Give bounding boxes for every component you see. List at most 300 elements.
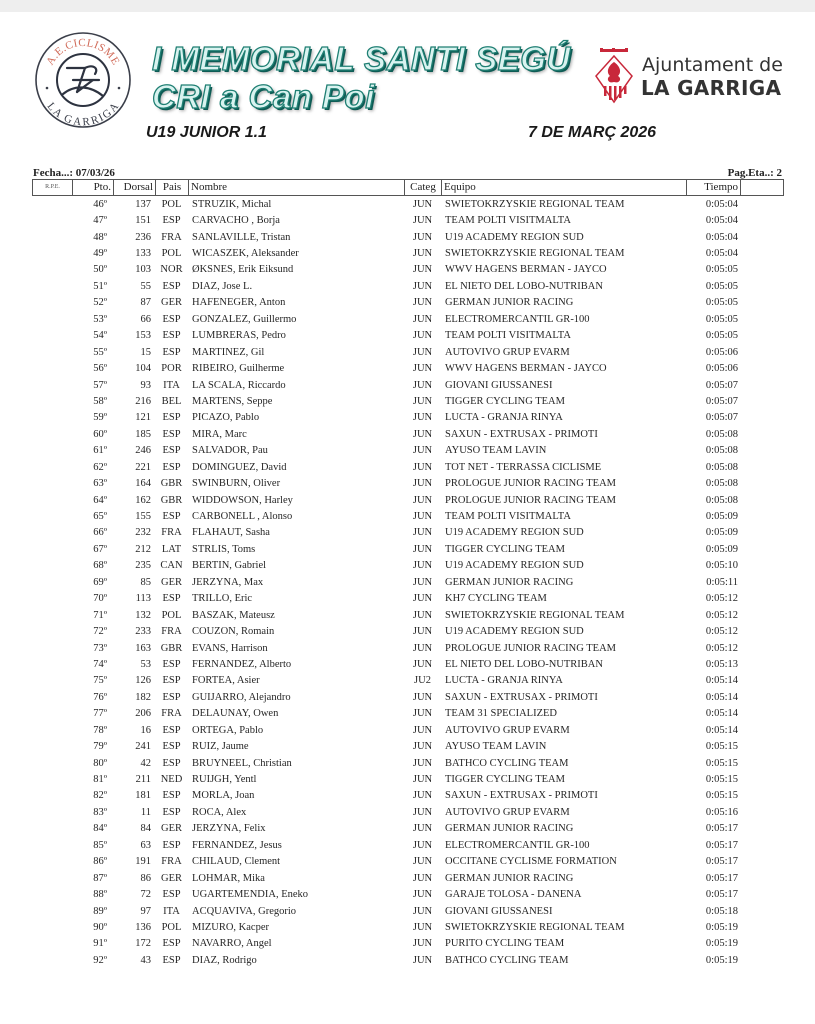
results-table xyxy=(32,179,784,969)
cell-team: TEAM POLTI VISITMALTA xyxy=(445,330,571,342)
cell-name: GONZALEZ, Guillermo xyxy=(192,313,297,325)
cell-category: JUN xyxy=(412,708,433,720)
cell-name: STRUZIK, Michal xyxy=(192,198,272,210)
cell-category: JUN xyxy=(412,626,433,638)
table-body xyxy=(32,196,784,969)
cell-position: 60º xyxy=(93,428,107,440)
cell-name: STRLIS, Toms xyxy=(192,543,256,555)
cell-position: 72º xyxy=(93,626,107,638)
cell-bib: 136 xyxy=(135,921,151,933)
cell-country: GBR xyxy=(160,642,183,654)
cell-bib: 151 xyxy=(135,215,151,227)
cell-position: 47º xyxy=(93,215,107,227)
cell-name: ROCA, Alex xyxy=(192,806,247,818)
cell-bib: 86 xyxy=(140,872,151,884)
cell-category: JUN xyxy=(412,576,433,588)
cell-team: SAXUN - EXTRUSAX - PRIMOTI xyxy=(445,428,598,440)
cell-position: 54º xyxy=(93,330,107,342)
cell-bib: 182 xyxy=(135,691,151,703)
cell-time: 0:05:14 xyxy=(705,708,738,720)
cell-position: 58º xyxy=(93,395,107,407)
table-row xyxy=(32,508,784,524)
club-logo-bottom-text: LA GARRIGA xyxy=(44,100,122,129)
cell-bib: 206 xyxy=(135,708,151,720)
cell-category: JUN xyxy=(412,921,433,933)
table-row xyxy=(32,706,784,722)
cell-category: JUN xyxy=(412,248,433,260)
cell-position: 62º xyxy=(93,461,107,473)
cell-name: ORTEGA, Pablo xyxy=(192,724,264,736)
cell-position: 86º xyxy=(93,856,107,868)
cell-time: 0:05:16 xyxy=(705,806,738,818)
cell-category: JU2 xyxy=(414,675,431,687)
cell-position: 63º xyxy=(93,478,107,490)
cell-category: JUN xyxy=(412,905,433,917)
cell-position: 55º xyxy=(93,346,107,358)
cell-category: JUN xyxy=(412,872,433,884)
cell-country: POL xyxy=(161,921,182,933)
table-row xyxy=(32,804,784,820)
cell-country: ESP xyxy=(162,313,181,325)
table-row xyxy=(32,426,784,442)
cell-name: MARTINEZ, Gil xyxy=(192,346,265,358)
cell-bib: 235 xyxy=(135,560,151,572)
cell-team: AUTOVIVO GRUP EVARM xyxy=(445,346,570,358)
cell-time: 0:05:18 xyxy=(705,905,738,917)
cell-team: BATHCO CYCLING TEAM xyxy=(445,757,569,769)
cell-category: JUN xyxy=(412,330,433,342)
cell-country: LAT xyxy=(161,543,182,555)
cell-bib: 185 xyxy=(135,428,151,440)
cell-country: ESP xyxy=(162,346,181,358)
cell-country: ITA xyxy=(163,905,180,917)
cell-position: 85º xyxy=(93,839,107,851)
cell-team: TEAM 31 SPECIALIZED xyxy=(445,708,557,720)
cell-bib: 163 xyxy=(135,642,151,654)
cell-bib: 132 xyxy=(135,609,151,621)
cell-country: ESP xyxy=(162,280,181,292)
table-row xyxy=(32,344,784,360)
cell-category: JUN xyxy=(412,856,433,868)
cell-name: JERZYNA, Felix xyxy=(192,823,266,835)
race-category: U19 JUNIOR 1.1 xyxy=(146,124,267,141)
cell-position: 89º xyxy=(93,905,107,917)
table-row xyxy=(32,607,784,623)
cell-country: FRA xyxy=(161,626,182,638)
cell-bib: 72 xyxy=(140,889,151,901)
cell-time: 0:05:05 xyxy=(705,313,738,325)
cell-team: PROLOGUE JUNIOR RACING TEAM xyxy=(445,478,617,490)
cell-category: JUN xyxy=(412,198,433,210)
cell-country: GER xyxy=(161,576,182,588)
cell-country: ESP xyxy=(162,215,181,227)
cell-team: PURITO CYCLING TEAM xyxy=(445,938,565,950)
cell-team: U19 ACADEMY REGION SUD xyxy=(445,231,584,243)
cell-time: 0:05:08 xyxy=(705,494,738,506)
cell-team: EL NIETO DEL LOBO-NUTRIBAN xyxy=(445,658,603,670)
cell-name: CARVACHO , Borja xyxy=(192,215,280,227)
cell-category: JUN xyxy=(412,231,433,243)
cell-country: ESP xyxy=(162,938,181,950)
club-logo-top-text: A.E.CICLISME xyxy=(44,36,122,68)
cell-time: 0:05:17 xyxy=(705,872,738,884)
town-logo-line2: LA GARRIGA xyxy=(641,76,782,100)
cell-position: 56º xyxy=(93,363,107,375)
cell-team: U19 ACADEMY REGION SUD xyxy=(445,626,584,638)
cell-name: MIRA, Marc xyxy=(192,428,247,440)
cell-country: ESP xyxy=(162,724,181,736)
cell-team: SWIETOKRZYSKIE REGIONAL TEAM xyxy=(445,248,625,260)
cell-position: 53º xyxy=(93,313,107,325)
cell-category: JUN xyxy=(412,280,433,292)
cell-country: ESP xyxy=(162,889,181,901)
cell-country: GBR xyxy=(160,478,183,490)
cell-position: 48º xyxy=(93,231,107,243)
cell-name: SANLAVILLE, Tristan xyxy=(192,231,291,243)
cell-bib: 121 xyxy=(135,412,151,424)
table-row xyxy=(32,525,784,541)
cell-bib: 16 xyxy=(140,724,151,736)
cell-country: POL xyxy=(161,248,182,260)
cell-team: PROLOGUE JUNIOR RACING TEAM xyxy=(445,642,617,654)
cell-time: 0:05:05 xyxy=(705,297,738,309)
event-title: I MEMORIAL SANTI SEGÚ xyxy=(152,40,571,77)
table-row xyxy=(32,755,784,771)
cell-bib: 103 xyxy=(135,264,151,276)
table-row xyxy=(32,738,784,754)
table-row xyxy=(32,574,784,590)
table-row xyxy=(32,886,784,902)
cell-name: BRUYNEEL, Christian xyxy=(192,757,292,769)
cell-team: GERMAN JUNIOR RACING xyxy=(445,297,574,309)
table-row xyxy=(32,393,784,409)
cell-category: JUN xyxy=(412,642,433,654)
cell-country: GBR xyxy=(160,494,183,506)
cell-position: 52º xyxy=(93,297,107,309)
cell-position: 90º xyxy=(93,921,107,933)
cell-category: JUN xyxy=(412,412,433,424)
cell-team: AUTOVIVO GRUP EVARM xyxy=(445,806,570,818)
cell-time: 0:05:05 xyxy=(705,330,738,342)
table-row xyxy=(32,328,784,344)
cell-country: ESP xyxy=(162,954,181,966)
column-header-name: Nombre xyxy=(189,180,405,195)
cell-time: 0:05:12 xyxy=(705,593,738,605)
table-row xyxy=(32,558,784,574)
table-row xyxy=(32,229,784,245)
cell-bib: 212 xyxy=(135,543,151,555)
cell-country: ESP xyxy=(162,675,181,687)
cell-name: DIAZ, Jose L. xyxy=(192,280,253,292)
report-date: Fecha...: 07/03/26 xyxy=(33,167,115,179)
cell-team: TEAM POLTI VISITMALTA xyxy=(445,511,571,523)
cell-category: JUN xyxy=(412,494,433,506)
cell-time: 0:05:07 xyxy=(705,379,738,391)
page-number: Pag.Eta..: 2 xyxy=(727,167,782,179)
table-row xyxy=(32,245,784,261)
cell-position: 73º xyxy=(93,642,107,654)
cell-country: ESP xyxy=(162,330,181,342)
cell-time: 0:05:17 xyxy=(705,839,738,851)
cell-position: 51º xyxy=(93,280,107,292)
cell-team: LUCTA - GRANJA RINYA xyxy=(445,412,563,424)
cell-time: 0:05:15 xyxy=(705,757,738,769)
table-row xyxy=(32,640,784,656)
cell-team: SWIETOKRZYSKIE REGIONAL TEAM xyxy=(445,198,625,210)
cell-time: 0:05:15 xyxy=(705,790,738,802)
cell-category: JUN xyxy=(412,297,433,309)
column-header-position: Pto. xyxy=(73,180,114,195)
cell-name: PICAZO, Pablo xyxy=(192,412,260,424)
table-row xyxy=(32,722,784,738)
cell-position: 49º xyxy=(93,248,107,260)
table-header xyxy=(32,179,784,196)
cell-team: TIGGER CYCLING TEAM xyxy=(445,774,565,786)
cell-time: 0:05:08 xyxy=(705,461,738,473)
cell-bib: 233 xyxy=(135,626,151,638)
cell-name: SWINBURN, Oliver xyxy=(192,478,281,490)
cell-time: 0:05:09 xyxy=(705,527,738,539)
cell-team: TIGGER CYCLING TEAM xyxy=(445,395,565,407)
cell-time: 0:05:12 xyxy=(705,642,738,654)
cell-country: BEL xyxy=(161,395,182,407)
table-row xyxy=(32,377,784,393)
cell-category: JUN xyxy=(412,889,433,901)
cell-category: JUN xyxy=(412,823,433,835)
table-row xyxy=(32,936,784,952)
cell-team: AYUSO TEAM LAVIN xyxy=(445,741,547,753)
cell-position: 88º xyxy=(93,889,107,901)
cell-position: 76º xyxy=(93,691,107,703)
cell-time: 0:05:04 xyxy=(705,231,738,243)
cell-team: BATHCO CYCLING TEAM xyxy=(445,954,569,966)
cell-category: JUN xyxy=(412,741,433,753)
town-logo-line1: Ajuntament de xyxy=(642,54,783,76)
cell-position: 87º xyxy=(93,872,107,884)
cell-category: JUN xyxy=(412,264,433,276)
cell-name: ØKSNES, Erik Eiksund xyxy=(192,264,294,276)
event-subtitle: CRI a Can Poi xyxy=(152,78,375,115)
cell-category: JUN xyxy=(412,560,433,572)
table-row xyxy=(32,870,784,886)
cell-time: 0:05:15 xyxy=(705,741,738,753)
cell-bib: 126 xyxy=(135,675,151,687)
cell-bib: 236 xyxy=(135,231,151,243)
table-row xyxy=(32,591,784,607)
cell-team: GIOVANI GIUSSANESI xyxy=(445,905,553,917)
cell-position: 69º xyxy=(93,576,107,588)
table-row xyxy=(32,311,784,327)
cell-team: WWV HAGENS BERMAN - JAYCO xyxy=(445,264,607,276)
cell-name: FERNANDEZ, Jesus xyxy=(192,839,282,851)
cell-bib: 43 xyxy=(140,954,151,966)
cell-bib: 104 xyxy=(135,363,151,375)
cell-time: 0:05:06 xyxy=(705,363,738,375)
cell-time: 0:05:11 xyxy=(706,576,738,588)
table-row xyxy=(32,656,784,672)
cell-position: 83º xyxy=(93,806,107,818)
cell-position: 68º xyxy=(93,560,107,572)
cell-country: GER xyxy=(161,872,182,884)
cell-country: CAN xyxy=(160,560,183,572)
cell-time: 0:05:19 xyxy=(705,954,738,966)
cell-team: OCCITANE CYCLISME FORMATION xyxy=(445,856,617,868)
cell-time: 0:05:19 xyxy=(705,938,738,950)
cell-bib: 113 xyxy=(135,593,151,605)
cell-name: MARTENS, Seppe xyxy=(192,395,273,407)
cell-country: GER xyxy=(161,297,182,309)
cell-category: JUN xyxy=(412,445,433,457)
cell-bib: 66 xyxy=(140,313,151,325)
cell-name: COUZON, Romain xyxy=(192,626,275,638)
cell-category: JUN xyxy=(412,511,433,523)
cell-position: 78º xyxy=(93,724,107,736)
cell-team: ELECTROMERCANTIL GR-100 xyxy=(445,313,590,325)
cell-country: ESP xyxy=(162,741,181,753)
cell-team: WWV HAGENS BERMAN - JAYCO xyxy=(445,363,607,375)
cell-country: ESP xyxy=(162,461,181,473)
cell-team: TOT NET - TERRASSA CICLISME xyxy=(445,461,602,473)
cell-bib: 241 xyxy=(135,741,151,753)
cell-bib: 216 xyxy=(135,395,151,407)
table-row xyxy=(32,623,784,639)
column-header-rpe: R.P.E. xyxy=(33,180,73,195)
cell-name: RUIJGH, Yentl xyxy=(192,774,257,786)
cell-category: JUN xyxy=(412,691,433,703)
cell-team: U19 ACADEMY REGION SUD xyxy=(445,527,584,539)
cell-country: ESP xyxy=(162,806,181,818)
cell-name: NAVARRO, Angel xyxy=(192,938,272,950)
cell-team: TEAM POLTI VISITMALTA xyxy=(445,215,571,227)
cell-time: 0:05:10 xyxy=(705,560,738,572)
cell-time: 0:05:14 xyxy=(705,724,738,736)
column-header-country: Pais xyxy=(156,180,189,195)
column-header-team: Equipo xyxy=(442,180,687,195)
table-row xyxy=(32,541,784,557)
cell-country: FRA xyxy=(161,527,182,539)
cell-team: AYUSO TEAM LAVIN xyxy=(445,445,547,457)
cell-name: LOHMAR, Mika xyxy=(192,872,265,884)
cell-position: 82º xyxy=(93,790,107,802)
cell-name: LA SCALA, Riccardo xyxy=(192,379,286,391)
cell-category: JUN xyxy=(412,346,433,358)
cell-name: WIDDOWSON, Harley xyxy=(192,494,293,506)
cell-category: JUN xyxy=(412,527,433,539)
cell-name: FORTEA, Asier xyxy=(192,675,260,687)
cell-category: JUN xyxy=(412,790,433,802)
cell-bib: 133 xyxy=(135,248,151,260)
cell-country: POL xyxy=(161,198,182,210)
cell-name: RIBEIRO, Guilherme xyxy=(192,363,285,375)
cell-country: POR xyxy=(161,363,182,375)
cell-bib: 172 xyxy=(135,938,151,950)
cell-country: FRA xyxy=(161,231,182,243)
table-row xyxy=(32,492,784,508)
cell-position: 66º xyxy=(93,527,107,539)
cell-position: 81º xyxy=(93,774,107,786)
cell-country: NOR xyxy=(160,264,183,276)
cell-time: 0:05:14 xyxy=(705,691,738,703)
cell-bib: 162 xyxy=(135,494,151,506)
table-row xyxy=(32,475,784,491)
cell-category: JUN xyxy=(412,658,433,670)
table-row xyxy=(32,854,784,870)
cell-time: 0:05:08 xyxy=(705,428,738,440)
cell-bib: 232 xyxy=(135,527,151,539)
cell-bib: 211 xyxy=(135,774,151,786)
table-row xyxy=(32,360,784,376)
cell-category: JUN xyxy=(412,774,433,786)
cell-country: POL xyxy=(161,609,182,621)
column-header-extra xyxy=(741,180,783,195)
cell-bib: 191 xyxy=(135,856,151,868)
table-row xyxy=(32,788,784,804)
cell-time: 0:05:13 xyxy=(705,658,738,670)
cell-position: 61º xyxy=(93,445,107,457)
cell-category: JUN xyxy=(412,757,433,769)
cell-name: GUIJARRO, Alejandro xyxy=(192,691,291,703)
cell-category: JUN xyxy=(412,461,433,473)
cell-country: ESP xyxy=(162,839,181,851)
table-row xyxy=(32,673,784,689)
table-row xyxy=(32,459,784,475)
cell-category: JUN xyxy=(412,954,433,966)
table-row xyxy=(32,821,784,837)
cell-bib: 63 xyxy=(140,839,151,851)
cell-position: 59º xyxy=(93,412,107,424)
cell-position: 57º xyxy=(93,379,107,391)
table-row xyxy=(32,295,784,311)
cell-time: 0:05:04 xyxy=(705,215,738,227)
cell-team: TIGGER CYCLING TEAM xyxy=(445,543,565,555)
cell-time: 0:05:05 xyxy=(705,264,738,276)
table-row xyxy=(32,278,784,294)
cell-name: MORLA, Joan xyxy=(192,790,255,802)
cell-team: LUCTA - GRANJA RINYA xyxy=(445,675,563,687)
cell-team: ELECTROMERCANTIL GR-100 xyxy=(445,839,590,851)
cell-bib: 53 xyxy=(140,658,151,670)
cell-bib: 97 xyxy=(140,905,151,917)
cell-name: ACQUAVIVA, Gregorio xyxy=(192,905,297,917)
cell-position: 67º xyxy=(93,543,107,555)
cell-time: 0:05:04 xyxy=(705,198,738,210)
cell-country: ESP xyxy=(162,658,181,670)
cell-time: 0:05:04 xyxy=(705,248,738,260)
column-header-bib: Dorsal xyxy=(114,180,156,195)
cell-team: SWIETOKRZYSKIE REGIONAL TEAM xyxy=(445,921,625,933)
table-row xyxy=(32,837,784,853)
column-header-time: Tiempo xyxy=(687,180,741,195)
cell-category: JUN xyxy=(412,593,433,605)
cell-name: FERNANDEZ, Alberto xyxy=(192,658,292,670)
cell-name: CHILAUD, Clement xyxy=(192,856,281,868)
club-logo xyxy=(33,30,133,130)
cell-team: SAXUN - EXTRUSAX - PRIMOTI xyxy=(445,691,598,703)
cell-country: FRA xyxy=(161,708,182,720)
cell-category: JUN xyxy=(412,215,433,227)
cell-bib: 84 xyxy=(140,823,151,835)
cell-position: 77º xyxy=(93,708,107,720)
cell-country: ESP xyxy=(162,445,181,457)
cell-bib: 42 xyxy=(140,757,151,769)
cell-team: AUTOVIVO GRUP EVARM xyxy=(445,724,570,736)
column-header-category: Categ xyxy=(405,180,442,195)
cell-team: GERMAN JUNIOR RACING xyxy=(445,576,574,588)
cell-name: DOMINGUEZ, David xyxy=(192,461,287,473)
cell-country: NED xyxy=(160,774,183,786)
cell-position: 50º xyxy=(93,264,107,276)
town-logo xyxy=(592,48,802,108)
